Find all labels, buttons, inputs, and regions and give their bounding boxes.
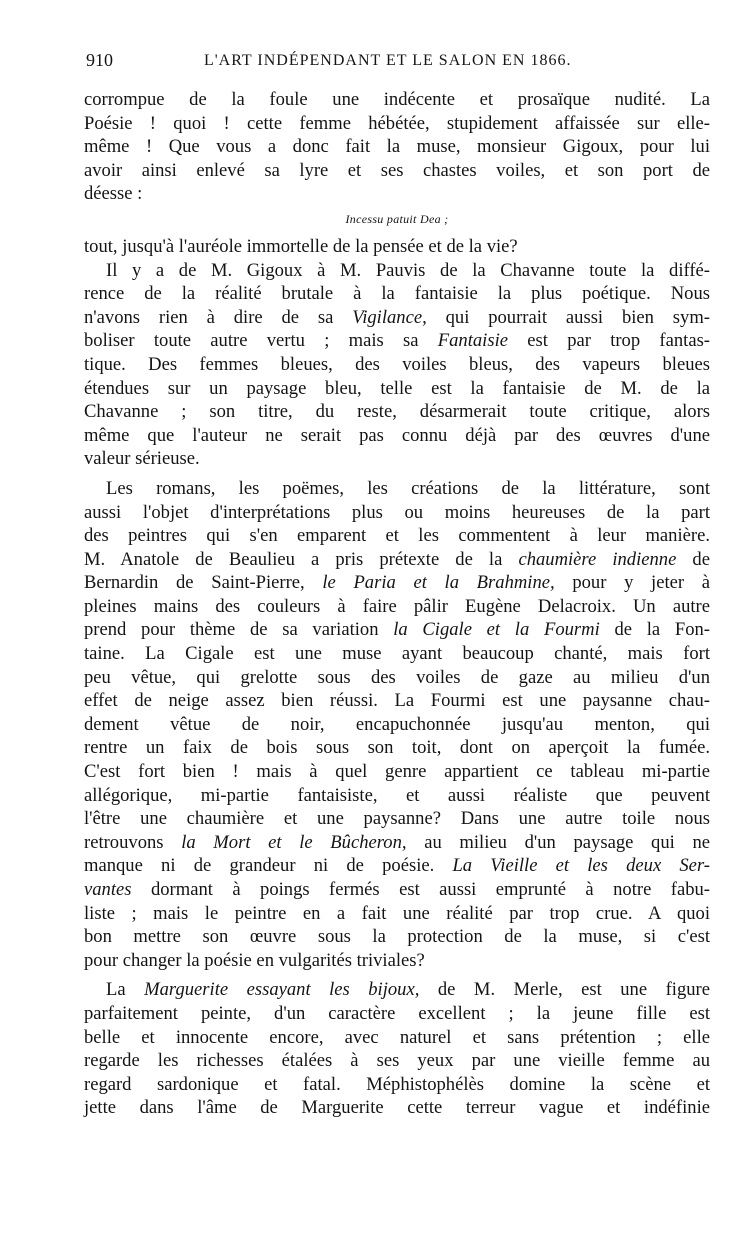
text-line: C'est fort bien ! mais à quel genre appartient ce tableau mi-partie xyxy=(84,761,710,783)
text-line: bon mettre son œuvre sous la protection de la muse, si c'est xyxy=(84,926,710,948)
artwork-title: la Mort et le Bûcheron, xyxy=(181,831,407,853)
artwork-title: Marguerite essayant les bijoux, xyxy=(144,979,420,1001)
paragraph-2 xyxy=(84,259,710,471)
text-line: corrompue de la foule une indécente et prosaïque nudité. La xyxy=(84,89,710,110)
running-title: L'ART INDÉPENDANT ET LE SALON EN 1866. xyxy=(204,52,572,69)
text-line: l'être une chaumière et une paysanne? Dans une autre toile nous xyxy=(84,808,710,830)
text-line: retrouvons la Mort et le Bûcheron, au milieu d'un paysage qui ne xyxy=(84,831,711,853)
paragraph-3 xyxy=(84,477,710,972)
artwork-title: vantes xyxy=(84,879,132,900)
artwork-title: la Cigale et la Fourmi xyxy=(393,619,600,641)
text-line: tout, jusqu'à l'auréole immortelle de la pensée et de la vie? xyxy=(84,235,518,257)
paragraph-1 xyxy=(84,88,710,259)
text-line: aussi l'objet d'interprétations plus ou moins heureuses de la part xyxy=(84,501,710,523)
text-line: effet de neige assez bien réussi. La Fourmi est une paysanne chau- xyxy=(84,690,710,712)
paragraph-4 xyxy=(84,978,710,1120)
text-line: peu vêtue, qui grelotte sous des voiles de gaze au milieu d'un xyxy=(84,666,710,688)
text-line: prend pour thème de sa variation la Cigale et la Fourmi de la Fon- xyxy=(84,619,710,641)
text-line: taine. La Cigale est une muse ayant beaucoup chanté, mais fort xyxy=(84,643,710,665)
text-line: valeur sérieuse. xyxy=(84,448,200,470)
text-line: jette dans l'âme de Marguerite cette terreur vague et indéfinie xyxy=(84,1097,710,1119)
text-line: tique. Des femmes bleues, des voiles bleus, des vapeurs bleues xyxy=(84,353,710,375)
text-line: pour changer la poésie en vulgarités triviales? xyxy=(84,949,425,971)
text-line: Les romans, les poëmes, les créations de la littérature, sont xyxy=(106,477,710,499)
text-line: belle et innocente encore, avec naturel et sans prétention ; elle xyxy=(84,1026,710,1048)
text-line: allégorique, mi-partie fantaisiste, et aussi réaliste que peuvent xyxy=(84,784,710,806)
text-line: dement vêtue de noir, encapuchonnée jusqu'au menton, qui xyxy=(84,713,710,735)
text-line: étendues sur un paysage bleu, telle est la fantaisie de M. de la xyxy=(84,377,710,399)
text-line: manque ni de grandeur ni de poésie. La Vieille et les deux Ser- xyxy=(84,855,710,877)
text-line: regarde les richesses étalées à ses yeux par une vieille femme au xyxy=(84,1050,710,1072)
artwork-title: La Vieille et les deux Ser- xyxy=(452,855,710,877)
text-line: vantes dormant à poings fermés est aussi emprunté à notre fabu- xyxy=(84,879,710,900)
text-line: La Marguerite essayant les bijoux, de M. Merle, est une figure xyxy=(106,979,710,1001)
text-line: même ! Que vous a donc fait la muse, monsieur Gigoux, pour lui xyxy=(84,136,710,158)
text-line: Bernardin de Saint-Pierre, le Paria et la Brahmine, pour y jeter à xyxy=(84,572,710,594)
page-header xyxy=(86,50,706,76)
text-line: rence de la réalité brutale à la fantaisie la plus poétique. Nous xyxy=(84,283,710,305)
text-line: Chavanne ; son titre, du reste, désarmerait toute critique, alors xyxy=(84,401,710,423)
text-line: parfaitement peinte, d'un caractère excellent ; la jeune fille est xyxy=(84,1002,710,1024)
text-line: liste ; mais le peintre en a fait une réalité par trop crue. A quoi xyxy=(84,902,710,924)
artwork-title: Fantaisie xyxy=(437,330,509,352)
text-line: Poésie ! quoi ! cette femme hébétée, stupidement affaissée sur elle- xyxy=(84,112,710,134)
text-line: pleines mains des couleurs à faire pâlir Eugène Delacroix. Un autre xyxy=(84,595,710,617)
text-line: n'avons rien à dire de sa Vigilance, qui pourrait aussi bien sym- xyxy=(84,306,710,328)
artwork-title: Vigilance, xyxy=(352,306,427,328)
text-line: M. Anatole de Beaulieu a pris prétexte de la chaumière indienne de xyxy=(84,548,710,570)
page-body xyxy=(84,88,710,1120)
text-line: des peintres qui s'en emparent et les commentent à leur manière. xyxy=(84,525,710,547)
text-line: avoir ainsi enlevé sa lyre et ses chastes voiles, et son port de xyxy=(84,159,710,181)
latin-quotation: Incessu patuit Dea ; xyxy=(345,211,449,226)
text-line: regard sardonique et fatal. Méphistophélès domine la scène et xyxy=(84,1073,710,1095)
page-number: 910 xyxy=(86,50,113,70)
text-line: même que l'auteur ne serait pas connu déjà par des œuvres d'une xyxy=(84,424,710,446)
text-line: rentre un faix de bois sous son toit, dont on aperçoit la fumée. xyxy=(84,737,710,759)
text-line: Il y a de M. Gigoux à M. Pauvis de la Chavanne toute la diffé- xyxy=(106,259,710,281)
text-line: boliser toute autre vertu ; mais sa Fantaisie est par trop fantas- xyxy=(84,330,710,352)
artwork-title: le Paria et la Brahmine, xyxy=(322,572,555,594)
text-line: déesse : xyxy=(84,183,143,205)
artwork-title: chaumière indienne xyxy=(518,548,677,570)
